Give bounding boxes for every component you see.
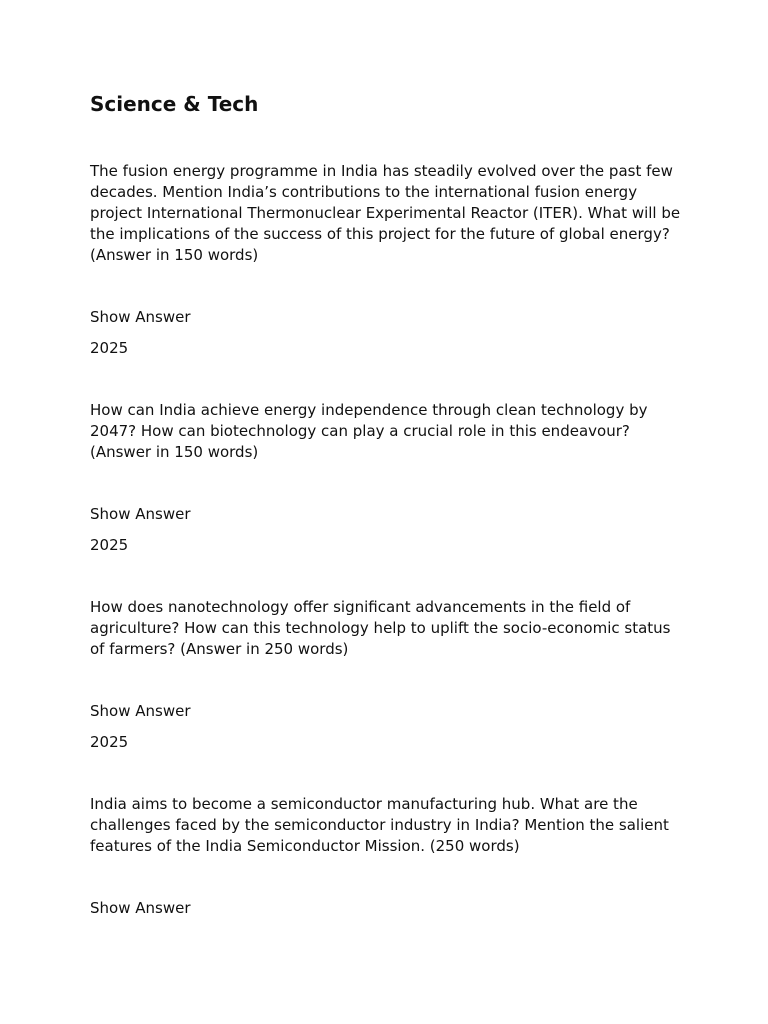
question-year: 2025 — [90, 733, 129, 751]
page-title: Science & Tech — [90, 92, 259, 116]
question-year: 2025 — [90, 536, 129, 554]
question-text: India aims to become a semiconductor manufacturing hub. What are the challenges faced by the semiconductor industry in India? Mention the salient features of the India Semiconductor Mission. (250 words) — [90, 795, 669, 855]
question-item — [90, 161, 686, 359]
show-answer-button[interactable]: Show Answer — [90, 702, 191, 720]
question-item — [90, 597, 686, 753]
question-text: The fusion energy programme in India has steadily evolved over the past few decades. Mention India’s contributions to the international fusion energy project International Thermonuclear Experimental Reactor (ITER). What will be the implications of the success of this project for the future of global energy? (Answer in 150 words) — [90, 162, 681, 264]
question-text: How does nanotechnology offer significant advancements in the field of agriculture? How can this technology help to uplift the socio-economic status of farmers? (Answer in 250 words) — [90, 598, 671, 658]
question-item — [90, 400, 686, 556]
question-item — [90, 794, 686, 919]
question-year: 2025 — [90, 339, 129, 357]
show-answer-button[interactable]: Show Answer — [90, 505, 191, 523]
question-text: How can India achieve energy independence through clean technology by 2047? How can biotechnology can play a crucial role in this endeavour? (Answer in 150 words) — [90, 401, 648, 461]
show-answer-button[interactable]: Show Answer — [90, 308, 191, 326]
show-answer-button[interactable]: Show Answer — [90, 899, 191, 917]
main-content — [90, 90, 686, 919]
